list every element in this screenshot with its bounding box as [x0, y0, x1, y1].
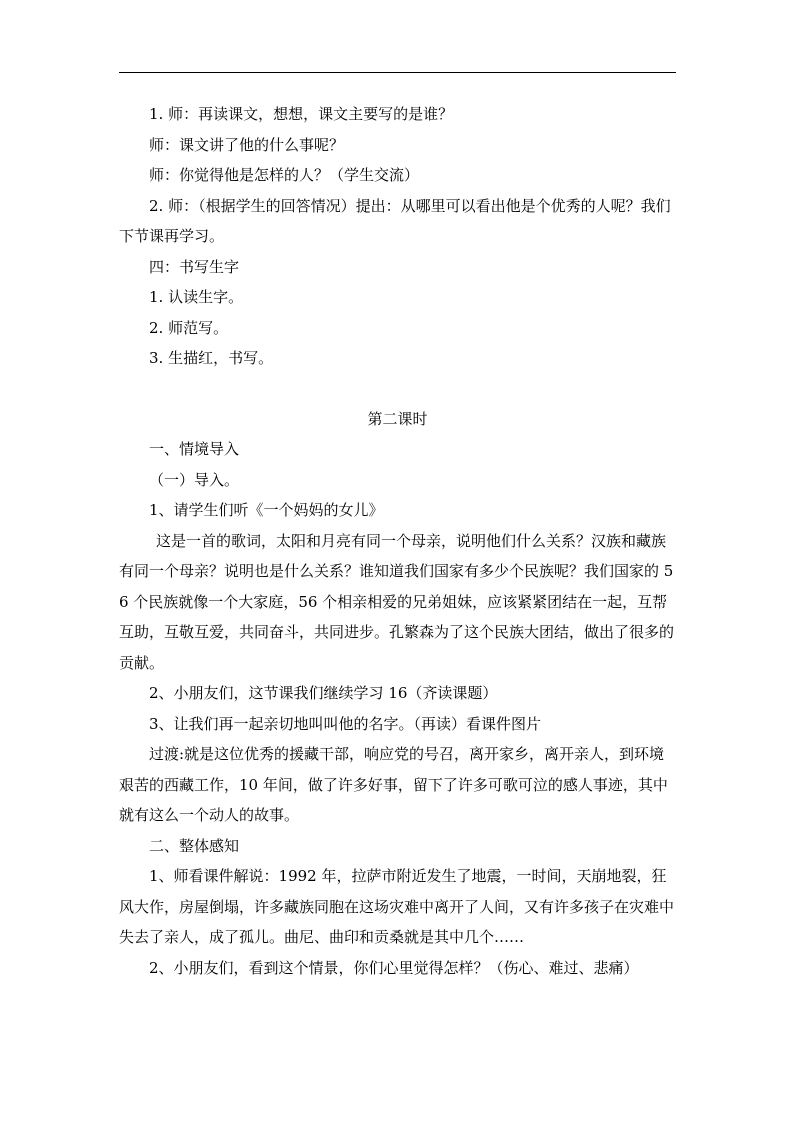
paragraph: 过渡:就是这位优秀的援藏干部，响应党的号召，离开家乡，离开亲人，到环境艰苦的西藏工作，10 年间，做了许多好事，留下了许多可歌可泣的感人事迹，其中就有这么一个动人的故事。: [119, 745, 668, 824]
spacer: [119, 374, 676, 404]
paragraph: 1、师看课件解说：1992 年，拉萨市附近发生了地震，一时间，天崩地裂，狂风大作，房屋倒塌，许多藏族同胞在这场灾难中离开了人间，又有许多孩子在灾难中失去了亲人，成了孤儿。曲尼、曲印和贡桑就是其中几个……: [119, 867, 675, 946]
paragraph: 师：你觉得他是怎样的人？（学生交流）: [149, 166, 420, 184]
paragraph: 这是一首的歌词，太阳和月亮有同一个母亲，说明他们什么关系？汉族和藏族有同一个母亲？说明也是什么关系？谁知道我们国家有多少个民族呢？我们国家的 56 个民族就像一个大家庭，56 个相亲相爱的兄弟姐妹，应该紧紧团结在一起，互帮互助，互敬互爱，共同奋斗，共同进步。孔繁森为了这个民族大团结，做出了很多的贡献。: [119, 531, 675, 672]
paragraph: 师：课文讲了他的什么事呢？: [149, 135, 345, 154]
paragraph: 1、请学生们听《一个妈妈的女儿》: [149, 501, 384, 519]
section-heading: 二、整体感知: [149, 836, 240, 855]
section-heading: 四：书写生字: [149, 257, 240, 276]
paragraph: 2. 师：（根据学生的回答情况）提出：从哪里可以看出他是个优秀的人呢？我们下节课再学习。: [119, 196, 671, 245]
paragraph: 3、让我们再一起亲切地叫叫他的名字。（再读）看课件图片: [149, 714, 542, 733]
paragraph: 1. 师：再读课文，想想，课文主要写的是谁？: [149, 105, 454, 123]
paragraph: 2、小朋友们，这节课我们继续学习 16（齐读课题）: [149, 684, 498, 702]
document-body: [119, 99, 676, 983]
paragraph: 1. 认读生字。: [149, 288, 244, 306]
paragraph: 3. 生描红，书写。: [149, 349, 274, 367]
paragraph: （一）导入。: [149, 470, 240, 489]
header-rule: [119, 72, 676, 73]
section-heading: 一、情境导入: [149, 440, 240, 458]
paragraph: 2、小朋友们，看到这个情景，你们心里觉得怎样？（伤心、难过、悲痛）: [149, 958, 639, 977]
paragraph: 2. 师范写。: [149, 318, 229, 337]
section-title: 第二课时: [367, 409, 428, 428]
